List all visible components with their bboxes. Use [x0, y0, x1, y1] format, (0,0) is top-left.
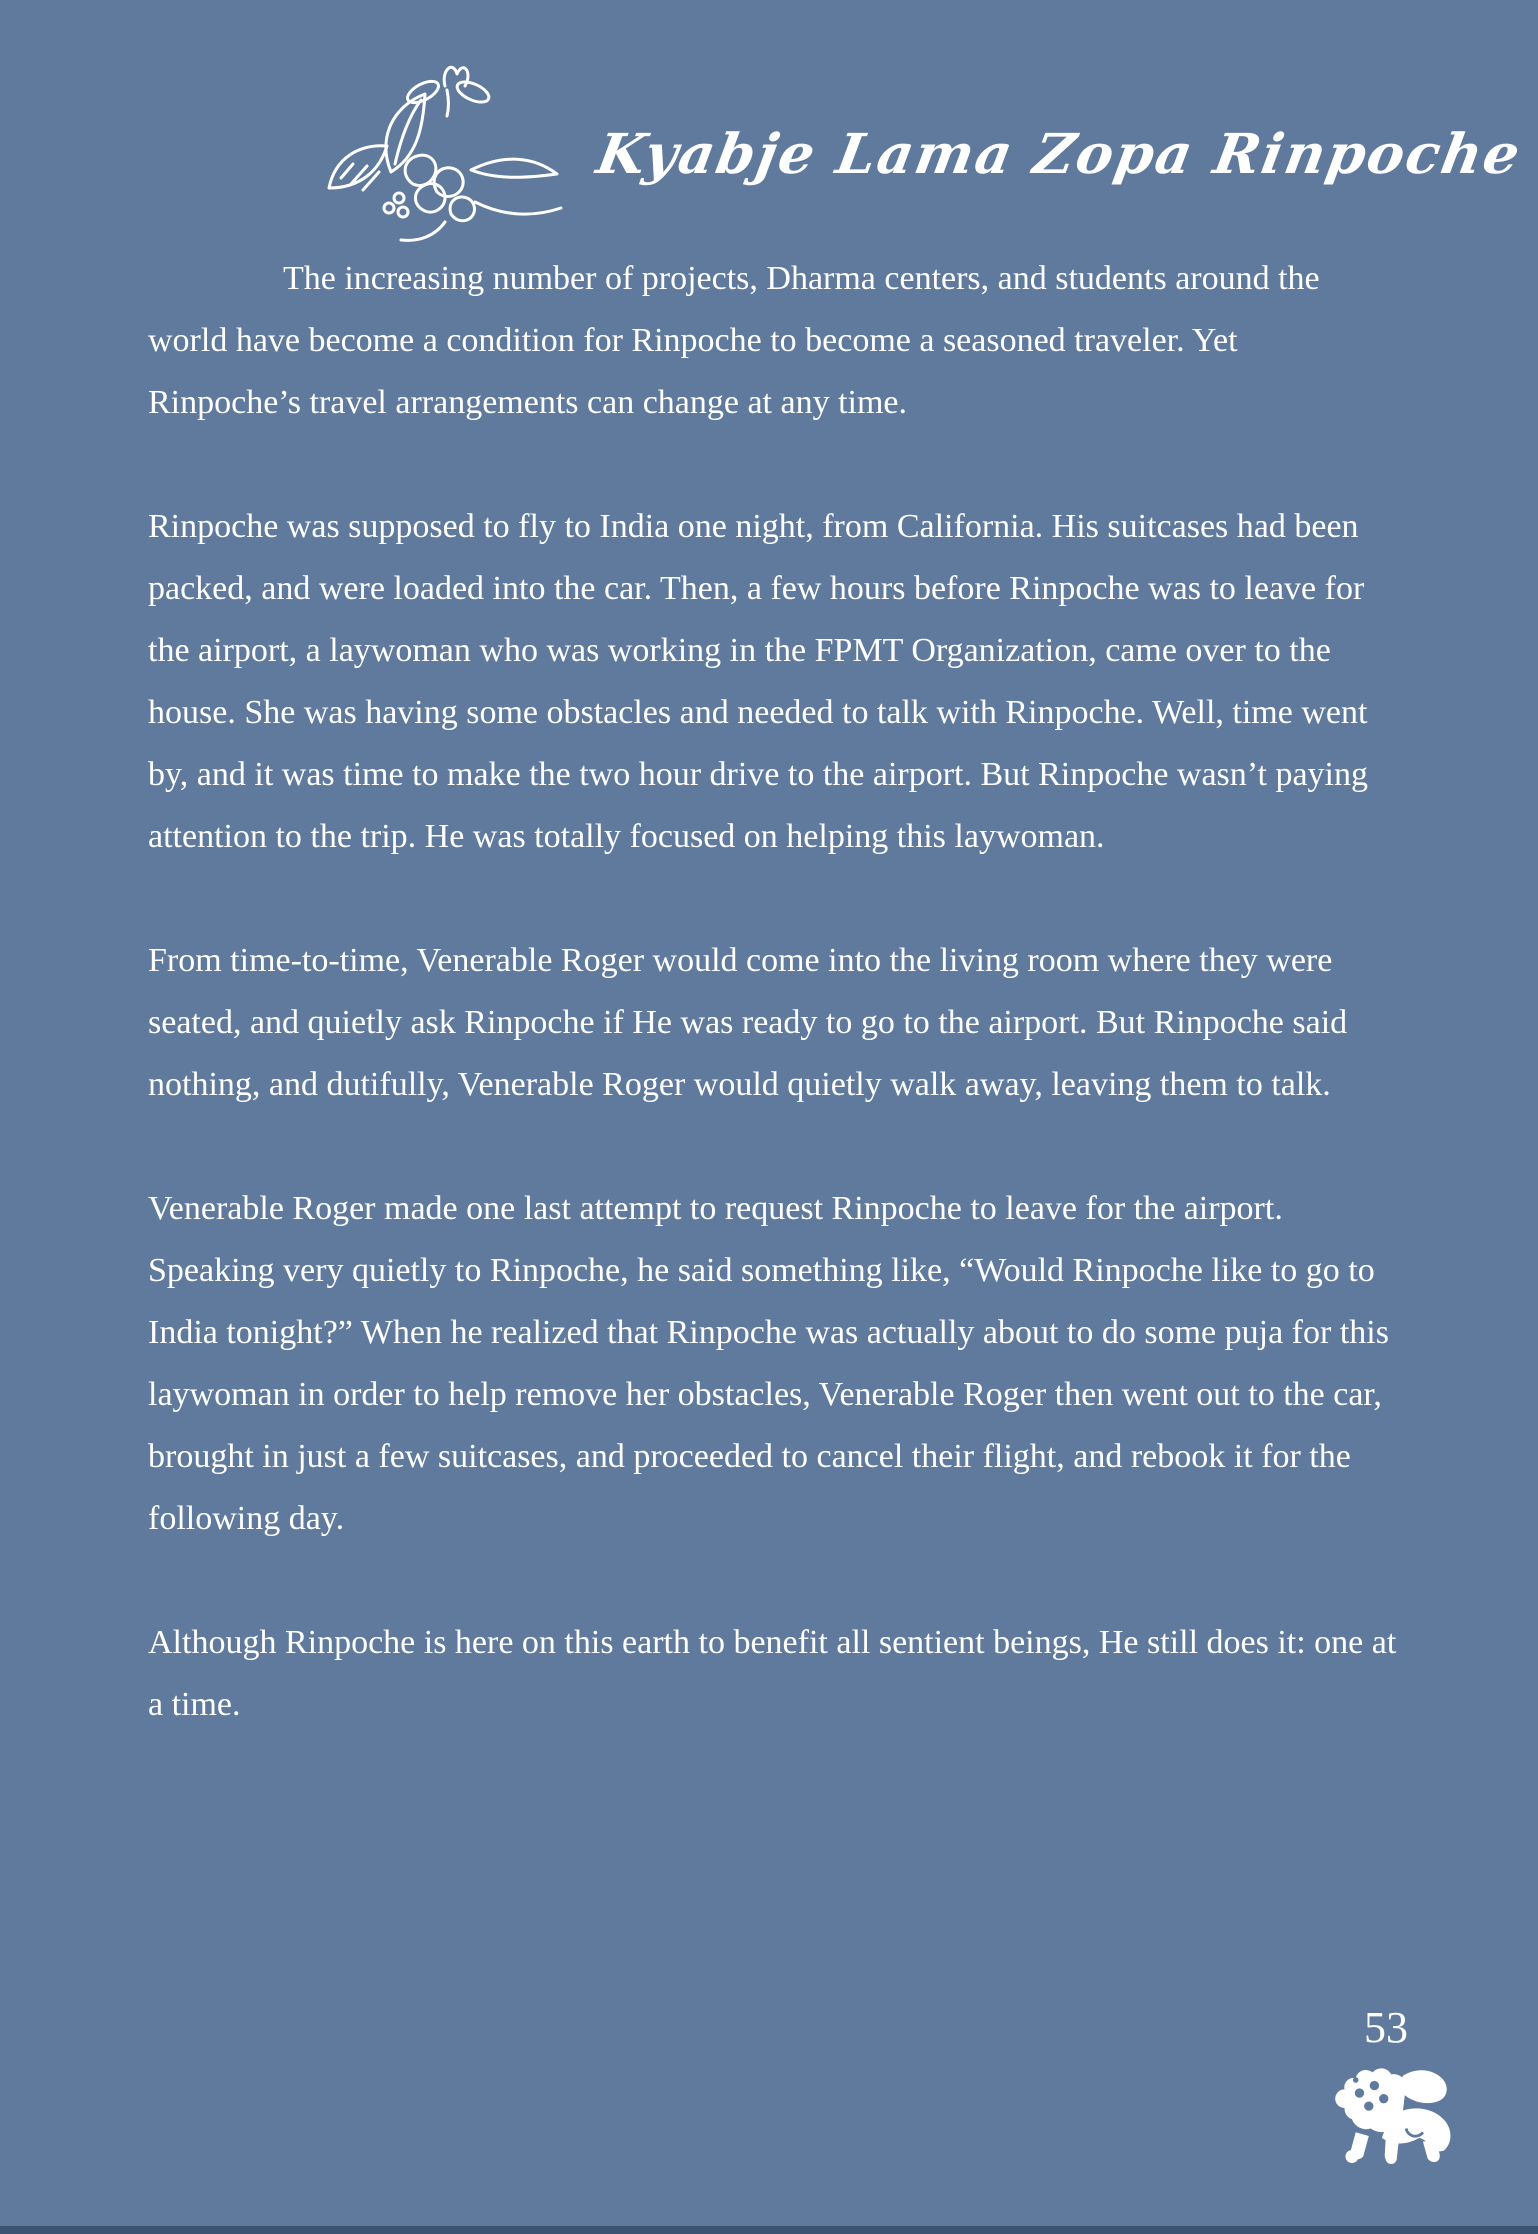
paragraph: From time-to-time, Venerable Roger would come into the living room where they were seated, and quietly ask Rinpoche if He was ready to go to the airport. But Rinpoche said nothing, and dutifully, Venerable Roger would quietly walk away, leaving them to talk.	[148, 942, 1348, 1103]
body-text	[148, 248, 1398, 1736]
page-title: Kyabje Lama Zopa Rinpoche	[592, 121, 1527, 186]
paragraph: The increasing number of projects, Dharma centers, and students around the world have become a condition for Rinpoche to become a seasoned traveler. Yet Rinpoche’s travel arrangements can change at any time.	[148, 260, 1320, 421]
paragraph: Rinpoche was supposed to fly to India one night, from California. His suitcases had been packed, and were loaded into the car. Then, a few hours before Rinpoche was to leave for the airport, a laywoman who was working in the FPMT Organization, came over to the house. She was having some obstacles and needed to talk with Rinpoche. Well, time went by, and it was time to make the two hour drive to the airport. But Rinpoche wasn’t paying attention to the trip. He was totally focused on helping this laywoman.	[148, 508, 1368, 855]
page-number: 53	[1364, 2003, 1408, 2052]
footer-ornament	[1324, 2003, 1466, 2164]
flower-bouquet-icon	[295, 52, 585, 242]
paragraph: Although Rinpoche is here on this earth to benefit all sentient beings, He still does it: one at a time.	[148, 1624, 1397, 1723]
snow-lion-icon	[1324, 2052, 1464, 2164]
paragraph: Venerable Roger made one last attempt to request Rinpoche to leave for the airport. Speaking very quietly to Rinpoche, he said something like, “Would Rinpoche like to go to India tonight?” When he realized that Rinpoche was actually about to do some puja for this laywoman in order to help remove her obstacles, Venerable Roger then went out to the car, brought in just a few suitcases, and proceeded to cancel their flight, and rebook it for the following day.	[148, 1190, 1389, 1537]
bottom-border	[0, 2226, 1538, 2234]
page-header	[0, 0, 1538, 260]
